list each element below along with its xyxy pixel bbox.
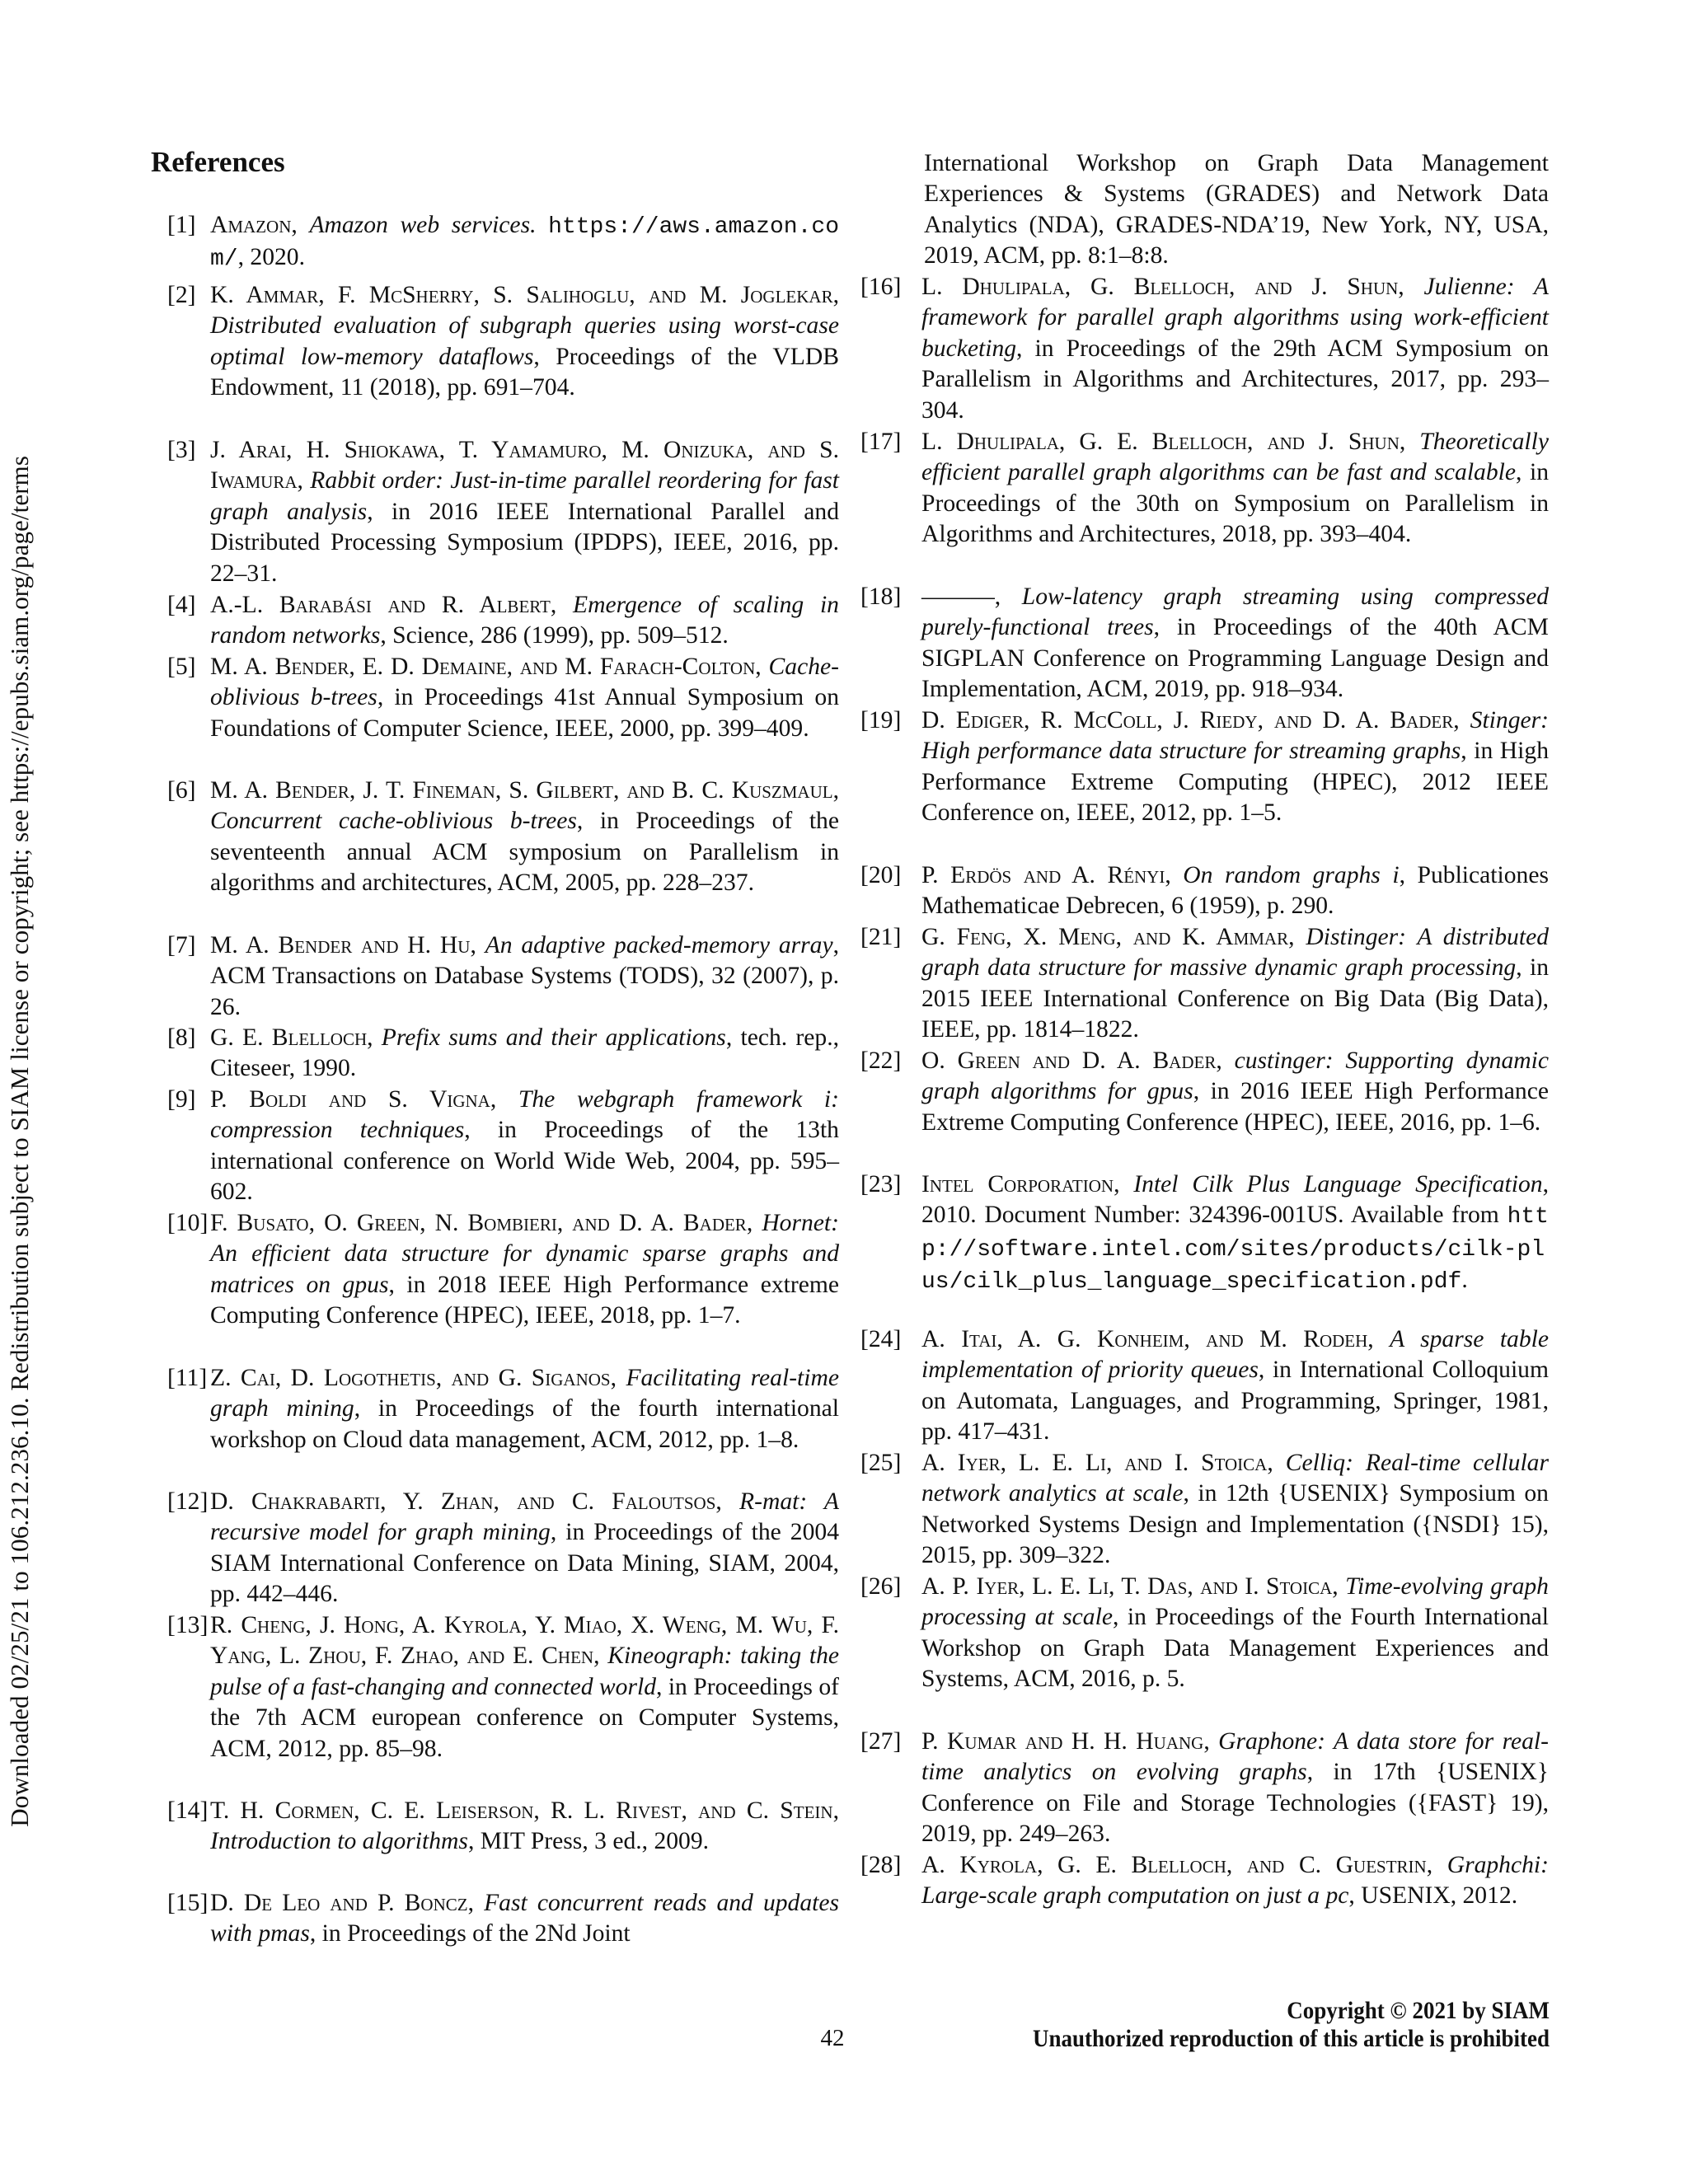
reference-13: [13] R. Cheng, J. Hong, A. Kyrola, Y. Miao, X. Weng, M. Wu, F. Yang, L. Zhou, F. Zhao, and E. Chen, Kineograph: taking the pulse of a fast-changing and connected world, in Proceedings of the 7th ACM european conference on Computer Systems, ACM, 2012, pp. 85–98. (167, 1612, 840, 1762)
reference-27: [27] P. Kumar and H. H. Huang, Graphone: A data store for real-time analytics on evolving graphs, in 17th {USENIX} Conference on File and Storage Technologies ({FAST} 19), 2019, pp. 249–263. (860, 1728, 1550, 1848)
reference-link[interactable]: http://software.intel.com/sites/products/cilk-plus/cilk_plus_language_specification.pdf (921, 1204, 1549, 1296)
reference-16: [16] L. Dhulipala, G. Blelloch, and J. Shun, Julienne: A framework for parallel graph algorithms using work-efficient bucketing, in Proceedings of the 29th ACM Symposium on Parallelism in Algorithms and Architectures, 2017, pp. 293–304. (860, 274, 1550, 424)
reference-14: [14] T. H. Cormen, C. E. Leiserson, R. L. Rivest, and C. Stein, Introduction to algorithms, MIT Press, 3 ed., 2009. (167, 1797, 839, 1855)
right-column (860, 0, 1549, 1994)
reference-23: [23] Intel Corporation, Intel Cilk Plus Language Specification, 2010. Document Number: 324396-001US. Available from http://software.intel.com/sites/products/cilk-plus/cilk_plus_language_specification.pdf. (860, 1171, 1550, 1296)
reference-4: [4] A.-L. Barabási and R. Albert, Emergence of scaling in random networks, Science, 286 (1999), pp. 509–512. (167, 592, 839, 649)
reference-17: [17] L. Dhulipala, G. E. Blelloch, and J. Shun, Theoretically efficient parallel graph algorithms can be fast and scalable, in Proceedings of the 30th on Symposium on Parallelism in Algorithms and Architectures, 2018, pp. 393–404. (860, 429, 1549, 548)
reference-15: [15] D. De Leo and P. Boncz, Fast concurrent reads and updates with pmas, in Proceedings of the 2Nd Joint (167, 1890, 840, 1947)
section-title: References (151, 146, 285, 178)
reference-28: [28] A. Kyrola, G. E. Blelloch, and C. Guestrin, Graphchi: Large-scale graph computation on just a pc, USENIX, 2012. (860, 1852, 1549, 1910)
download-notice (0, 363, 40, 1920)
reference-21: [21] G. Feng, X. Meng, and K. Ammar, Distinger: A distributed graph data structure for massive dynamic graph processing, in 2015 IEEE International Conference on Big Data (Big Data), IEEE, pp. 1814–1822. (860, 924, 1550, 1043)
reproduction-notice: Unauthorized reproduction of this article is prohibited (1032, 2025, 1550, 2052)
reference-5: [5] M. A. Bender, E. D. Demaine, and M. Farach-Colton, Cache-oblivious b-trees, in Proceedings 41st Annual Symposium on Foundations of Computer Science, IEEE, 2000, pp. 399–409. (167, 654, 840, 742)
copyright-line: Copyright © 2021 by SIAM (1287, 1997, 1550, 2024)
reference-26: [26] A. P. Iyer, L. E. Li, T. Das, and I. Stoica, Time-evolving graph processing at scale, in Proceedings of the Fourth International Workshop on Graph Data Management Experiences and Systems, ACM, 2016, p. 5. (860, 1573, 1549, 1693)
continued-reference-text: International Workshop on Graph Data Management Experiences & Systems (GRADES) and Network Data Analytics (NDA), GRADES-NDA’19, New York, NY, USA, 2019, ACM, pp. 8:1–8:8. (924, 150, 1549, 269)
reference-11: [11] Z. Cai, D. Logothetis, and G. Siganos, Facilitating real-time graph mining, in Proceedings of the fourth international workshop on Cloud data management, ACM, 2012, pp. 1–8. (167, 1365, 840, 1453)
reference-link[interactable]: https://aws.amazon.com/ (210, 214, 839, 273)
reference-6: [6] M. A. Bender, J. T. Fineman, S. Gilbert, and B. C. Kuszmaul, Concurrent cache-oblivious b-trees, in Proceedings of the seventeenth annual ACM symposium on Parallelism in algorithms and architectures, ACM, 2005, pp. 228–237. (167, 777, 839, 897)
reference-22: [22] O. Green and D. A. Bader, custinger: Supporting dynamic graph algorithms for gpus, in 2016 IEEE High Performance Extreme Computing Conference (HPEC), IEEE, 2016, pp. 1–6. (860, 1047, 1549, 1136)
reference-2: [2] K. Ammar, F. McSherry, S. Salihoglu, and M. Joglekar, Distributed evaluation of subgraph queries using worst-case optimal low-memory dataflows, Proceedings of the VLDB Endowment, 11 (2018), pp. 691–704. (167, 282, 839, 401)
reference-10: [10] F. Busato, O. Green, N. Bombieri, and D. A. Bader, Hornet: An efficient data structure for dynamic sparse graphs and matrices on gpus, in 2018 IEEE High Performance extreme Computing Conference (HPEC), IEEE, 2018, pp. 1–7. (167, 1210, 840, 1329)
left-column (167, 0, 839, 1994)
download-notice-text: Downloaded 02/25/21 to 106.212.236.10. Redistribution subject to SIAM license or copyright; see https://epubs.siam.org/page/terms (5, 456, 34, 1827)
reference-19: [19] D. Ediger, R. McColl, J. Riedy, and D. A. Bader, Stinger: High performance data structure for streaming graphs, in High Performance Extreme Computing (HPEC), 2012 IEEE Conference on, IEEE, 2012, pp. 1–5. (860, 707, 1549, 827)
reference-8: [8] G. E. Blelloch, Prefix sums and their applications, tech. rep., Citeseer, 1990. (167, 1024, 839, 1082)
reference-9: [9] P. Boldi and S. Vigna, The webgraph framework i: compression techniques, in Proceedings of the 13th international conference on World Wide Web, 2004, pp. 595–602. (167, 1086, 839, 1206)
reference-25: [25] A. Iyer, L. E. Li, and I. Stoica, Celliq: Real-time cellular network analytics at scale, in 12th {USENIX} Symposium on Networked Systems Design and Implementation ({NSDI} 15), 2015, pp. 309–322. (860, 1450, 1549, 1569)
reference-24: [24] A. Itai, A. G. Konheim, and M. Rodeh, A sparse table implementation of priority queues, in International Colloquium on Automata, Languages, and Programming, Springer, 1981, pp. 417–431. (860, 1326, 1550, 1446)
page-number: 42 (820, 2025, 845, 2051)
reference-1: [1] Amazon, Amazon web services. https://aws.amazon.com/, 2020. (167, 212, 839, 273)
reference-12: [12] D. Chakrabarti, Y. Zhan, and C. Faloutsos, R-mat: A recursive model for graph mining, in Proceedings of the 2004 SIAM International Conference on Data Mining, SIAM, 2004, pp. 442–446. (167, 1488, 840, 1608)
reference-7: [7] M. A. Bender and H. Hu, An adaptive packed-memory array, ACM Transactions on Database Systems (TODS), 32 (2007), p. 26. (167, 932, 840, 1020)
reference-3: [3] J. Arai, H. Shiokawa, T. Yamamuro, M. Onizuka, and S. Iwamura, Rabbit order: Just-in-time parallel reordering for fast graph analysis, in 2016 IEEE International Parallel and Distributed Processing Symposium (IPDPS), IEEE, 2016, pp. 22–31. (167, 437, 840, 587)
reference-20: [20] P. Erdös and A. Rényi, On random graphs i, Publicationes Mathematicae Debrecen, 6 (1959), p. 290. (860, 862, 1549, 920)
copyright-notice (1008, 1997, 1550, 2053)
reference-18: [18] ———, Low-latency graph streaming using compressed purely-functional trees, in Proceedings of the 40th ACM SIGPLAN Conference on Programming Language Design and Implementation, ACM, 2019, pp. 918–934. (860, 583, 1550, 703)
